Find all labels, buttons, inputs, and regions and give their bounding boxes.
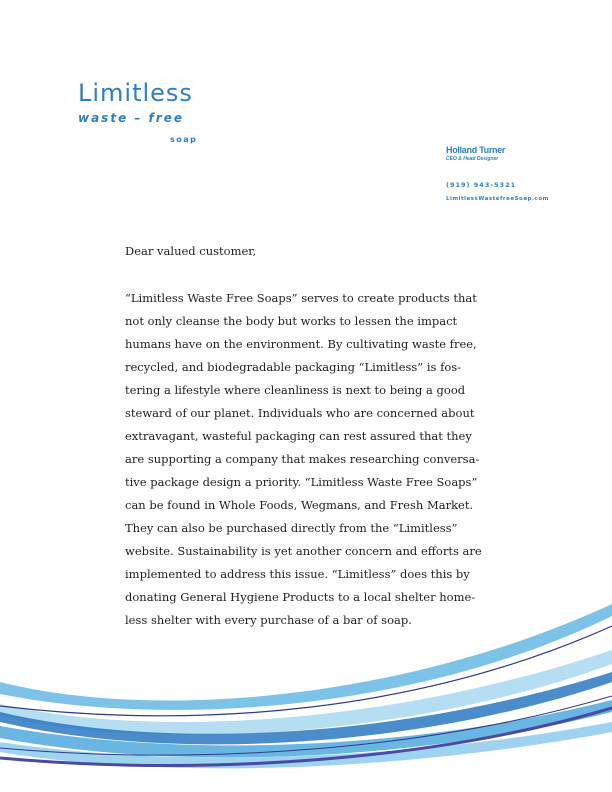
contact-phone: (919) 943-5321: [446, 181, 517, 189]
body-line: recycled, and biodegradable packaging “Limitless” is fos-: [125, 360, 462, 374]
body-line: “Limitless Waste Free Soaps” serves to create products that: [125, 291, 477, 305]
decorative-waves: [0, 560, 612, 792]
body-line: tering a lifestyle where cleanliness is next to being a good: [125, 383, 466, 397]
brand-tagline: waste – free: [78, 111, 184, 125]
contact-block: [446, 145, 596, 203]
body-line: extravagant, wasteful packaging can rest assured that they: [125, 429, 472, 443]
body-line: They can also be purchased directly from the “Limitless”: [125, 521, 458, 535]
brand-name: Limitless: [78, 79, 193, 107]
body-line: not only cleanse the body but works to lessen the impact: [125, 314, 458, 328]
contact-role: CEO & Head Designer: [446, 156, 499, 162]
body-line: donating General Hygiene Products to a local shelter home-: [125, 590, 476, 604]
body-line: less shelter with every purchase of a bar of soap.: [125, 613, 412, 627]
letter-salutation: Dear valued customer,: [125, 244, 257, 258]
body-line: steward of our planet. Individuals who are concerned about: [125, 406, 475, 420]
contact-website: LimitlessWastefreeSoap.com: [446, 196, 549, 202]
body-line: humans have on the environment. By cultivating waste free,: [125, 337, 477, 351]
brand-logo: [78, 78, 238, 158]
wave-light-band: [0, 604, 612, 710]
body-line: website. Sustainability is yet another concern and efforts are: [125, 544, 482, 558]
brand-product: soap: [170, 135, 198, 144]
body-line: implemented to address this issue. “Limitless” does this by: [125, 567, 470, 581]
body-line: are supporting a company that makes researching conversa-: [125, 452, 480, 466]
body-line: tive package design a priority. “Limitless Waste Free Soaps”: [125, 475, 478, 489]
contact-name: Holland Turner: [446, 145, 506, 155]
body-line: can be found in Whole Foods, Wegmans, and Fresh Market.: [125, 498, 474, 512]
